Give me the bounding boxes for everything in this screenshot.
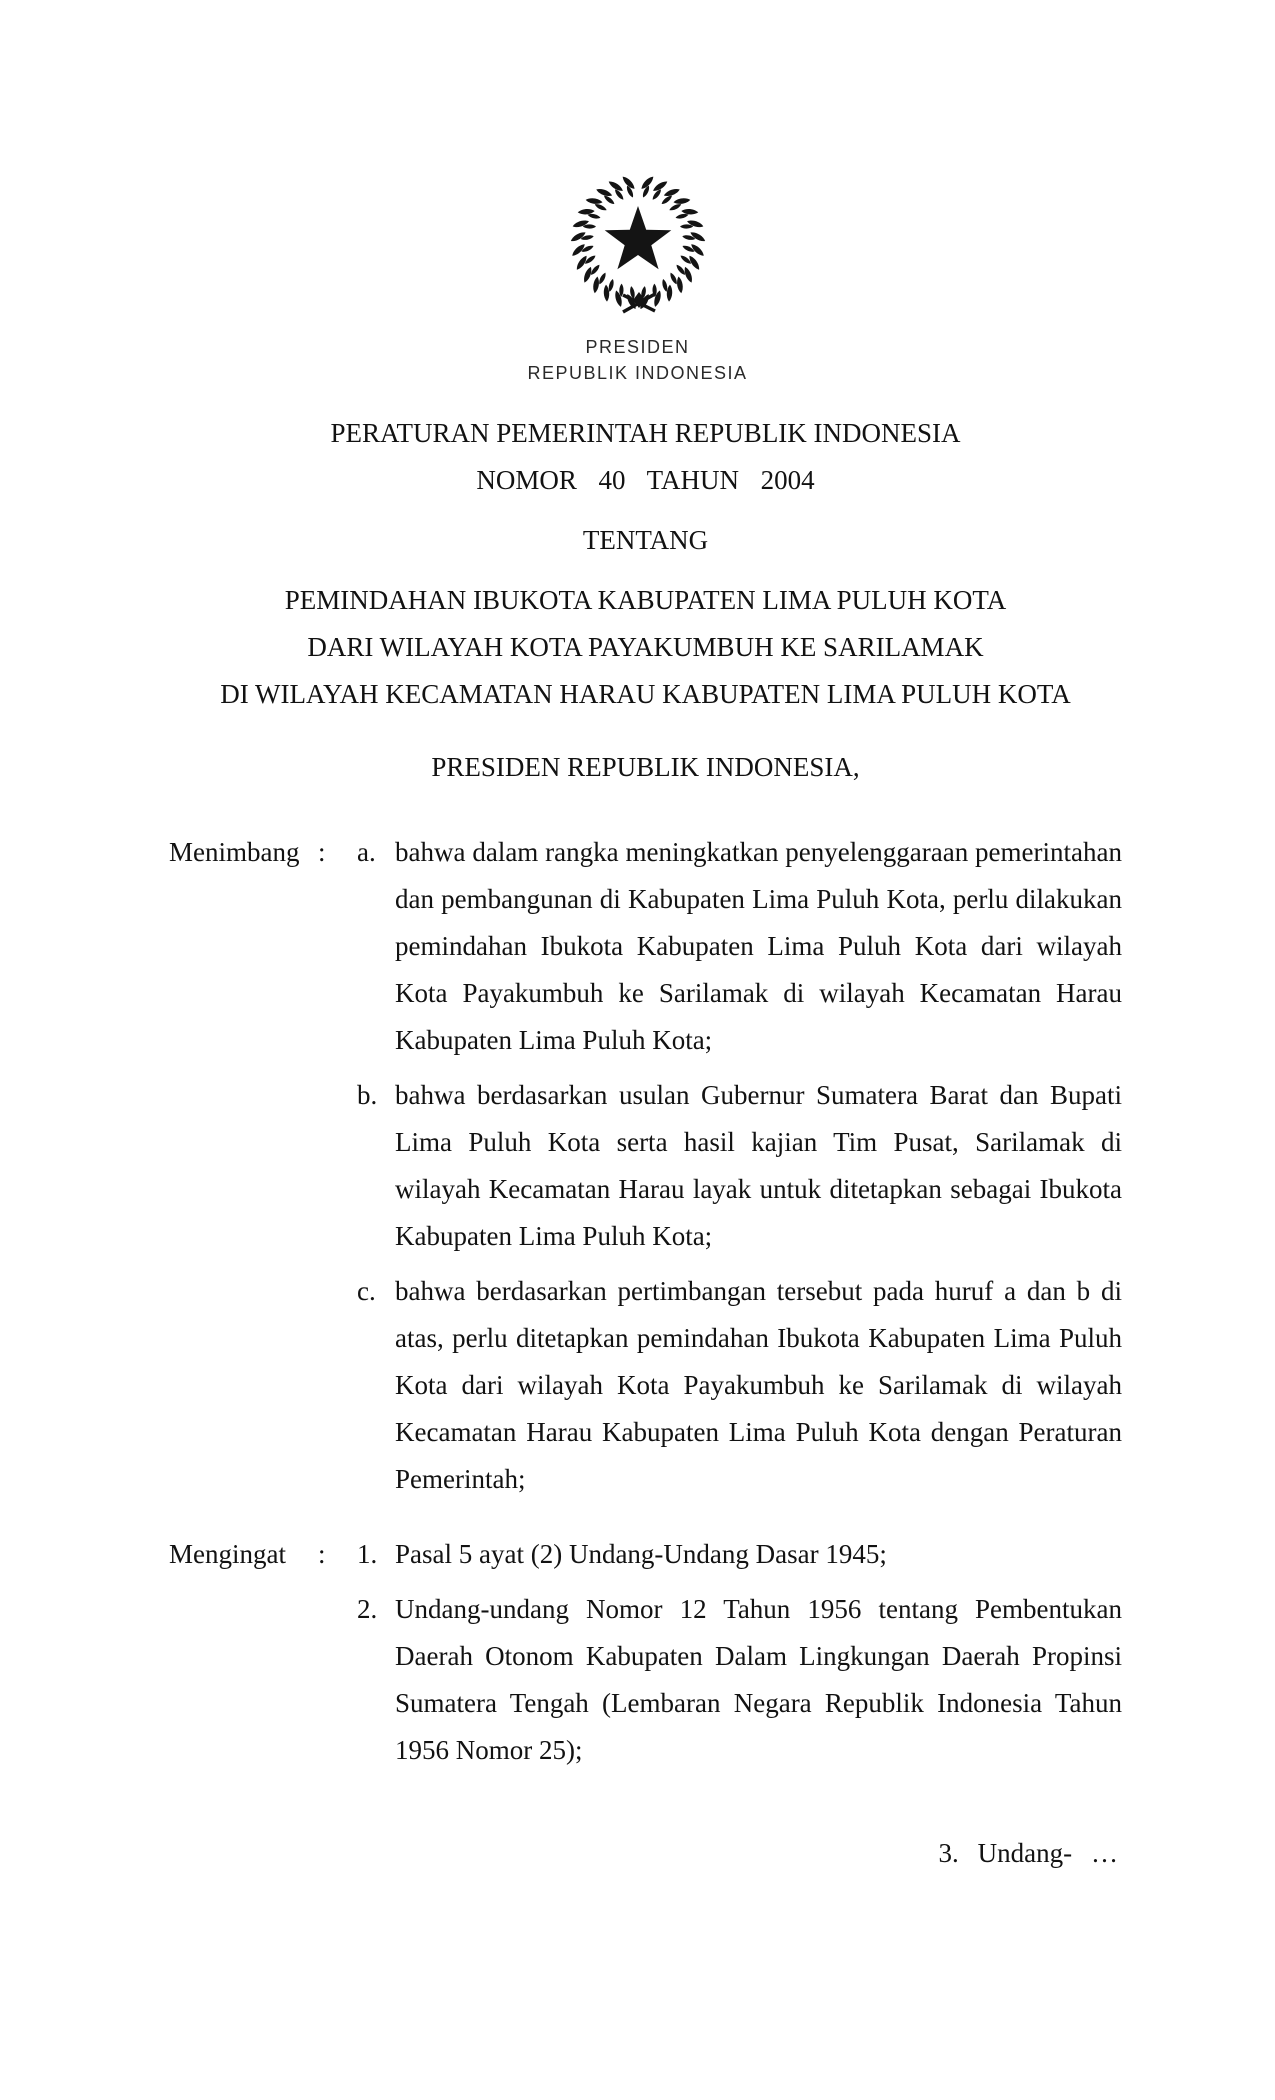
title-block	[169, 410, 1122, 791]
clause-mengingat	[169, 1531, 1122, 1774]
clause-item-2	[357, 1586, 1122, 1774]
subject-line-1: PEMINDAHAN IBUKOTA KABUPATEN LIMA PULUH KOTA	[284, 585, 1007, 615]
star-icon	[604, 206, 671, 269]
item-marker: b.	[357, 1080, 378, 1110]
clause-item-1	[357, 1531, 1122, 1578]
item-marker: 1.	[357, 1539, 378, 1569]
subject-line-3: DI WILAYAH KECAMATAN HARAU KABUPATEN LIMA PULUH KOTA	[220, 679, 1071, 709]
letterhead	[0, 0, 1275, 386]
item-text: bahwa berdasarkan usulan Gubernur Sumatera Barat dan Bupati Lima Puluh Kota serta hasil kajian Tim Pusat, Sarilamak di wilayah Kecamatan Harau layak untuk ditetapkan sebagai Ibukota Kabupaten Lima Puluh Kota;	[395, 1080, 1122, 1251]
subject-line-2: DARI WILAYAH KOTA PAYAKUMBUH KE SARILAMAK	[307, 632, 984, 662]
clause-items	[357, 1531, 1122, 1774]
clause-item-b	[357, 1072, 1122, 1260]
regulation-subject	[169, 577, 1122, 718]
issuer-line: PRESIDEN REPUBLIK INDONESIA,	[431, 752, 860, 782]
regulation-title: PERATURAN PEMERINTAH REPUBLIK INDONESIA	[330, 418, 961, 448]
presidential-emblem-icon	[552, 170, 724, 322]
item-text: Pasal 5 ayat (2) Undang-Undang Dasar 1945;	[395, 1539, 887, 1569]
item-text: Undang-undang Nomor 12 Tahun 1956 tentang Pembentukan Daerah Otonom Kabupaten Dalam Lingkungan Daerah Propinsi Sumatera Tengah (Lembaran Negara Republik Indonesia Tahun 1956 Nomor 25);	[395, 1594, 1122, 1765]
item-text: bahwa berdasarkan pertimbangan tersebut pada huruf a dan b di atas, perlu ditetapkan pemindahan Ibukota Kabupaten Lima Puluh Kota dari wilayah Kota Payakumbuh ke Sarilamak di wilayah Kecamatan Harau Kabupaten Lima Puluh Kota dengan Peraturan Pemerintah;	[395, 1276, 1122, 1494]
letterhead-republik-indonesia: REPUBLIK INDONESIA	[527, 363, 748, 383]
clauses	[169, 829, 1122, 1774]
clause-label: Mengingat	[169, 1539, 286, 1569]
clause-colon: :	[318, 837, 326, 867]
item-text: bahwa dalam rangka meningkatkan penyelenggaraan pemerintahan dan pembangunan di Kabupaten Lima Puluh Kota, perlu dilakukan pemindahan Ibukota Kabupaten Lima Puluh Kota dari wilayah Kota Payakumbuh ke Sarilamak di wilayah Kecamatan Harau Kabupaten Lima Puluh Kota;	[395, 837, 1122, 1055]
item-marker: 2.	[357, 1594, 378, 1624]
tentang-label: TENTANG	[582, 525, 709, 555]
letterhead-presiden: PRESIDEN	[585, 337, 690, 357]
page-catchword: 3. Undang- …	[938, 1838, 1118, 1868]
clause-label: Menimbang	[169, 837, 300, 867]
item-marker: c.	[357, 1276, 376, 1306]
clause-items	[357, 829, 1122, 1503]
clause-menimbang	[169, 829, 1122, 1503]
regulation-number: NOMOR 40 TAHUN 2004	[476, 465, 815, 495]
document-body	[169, 410, 1122, 1877]
clause-item-c	[357, 1268, 1122, 1503]
item-marker: a.	[357, 837, 376, 867]
clause-item-a	[357, 829, 1122, 1064]
clause-colon: :	[318, 1539, 326, 1569]
